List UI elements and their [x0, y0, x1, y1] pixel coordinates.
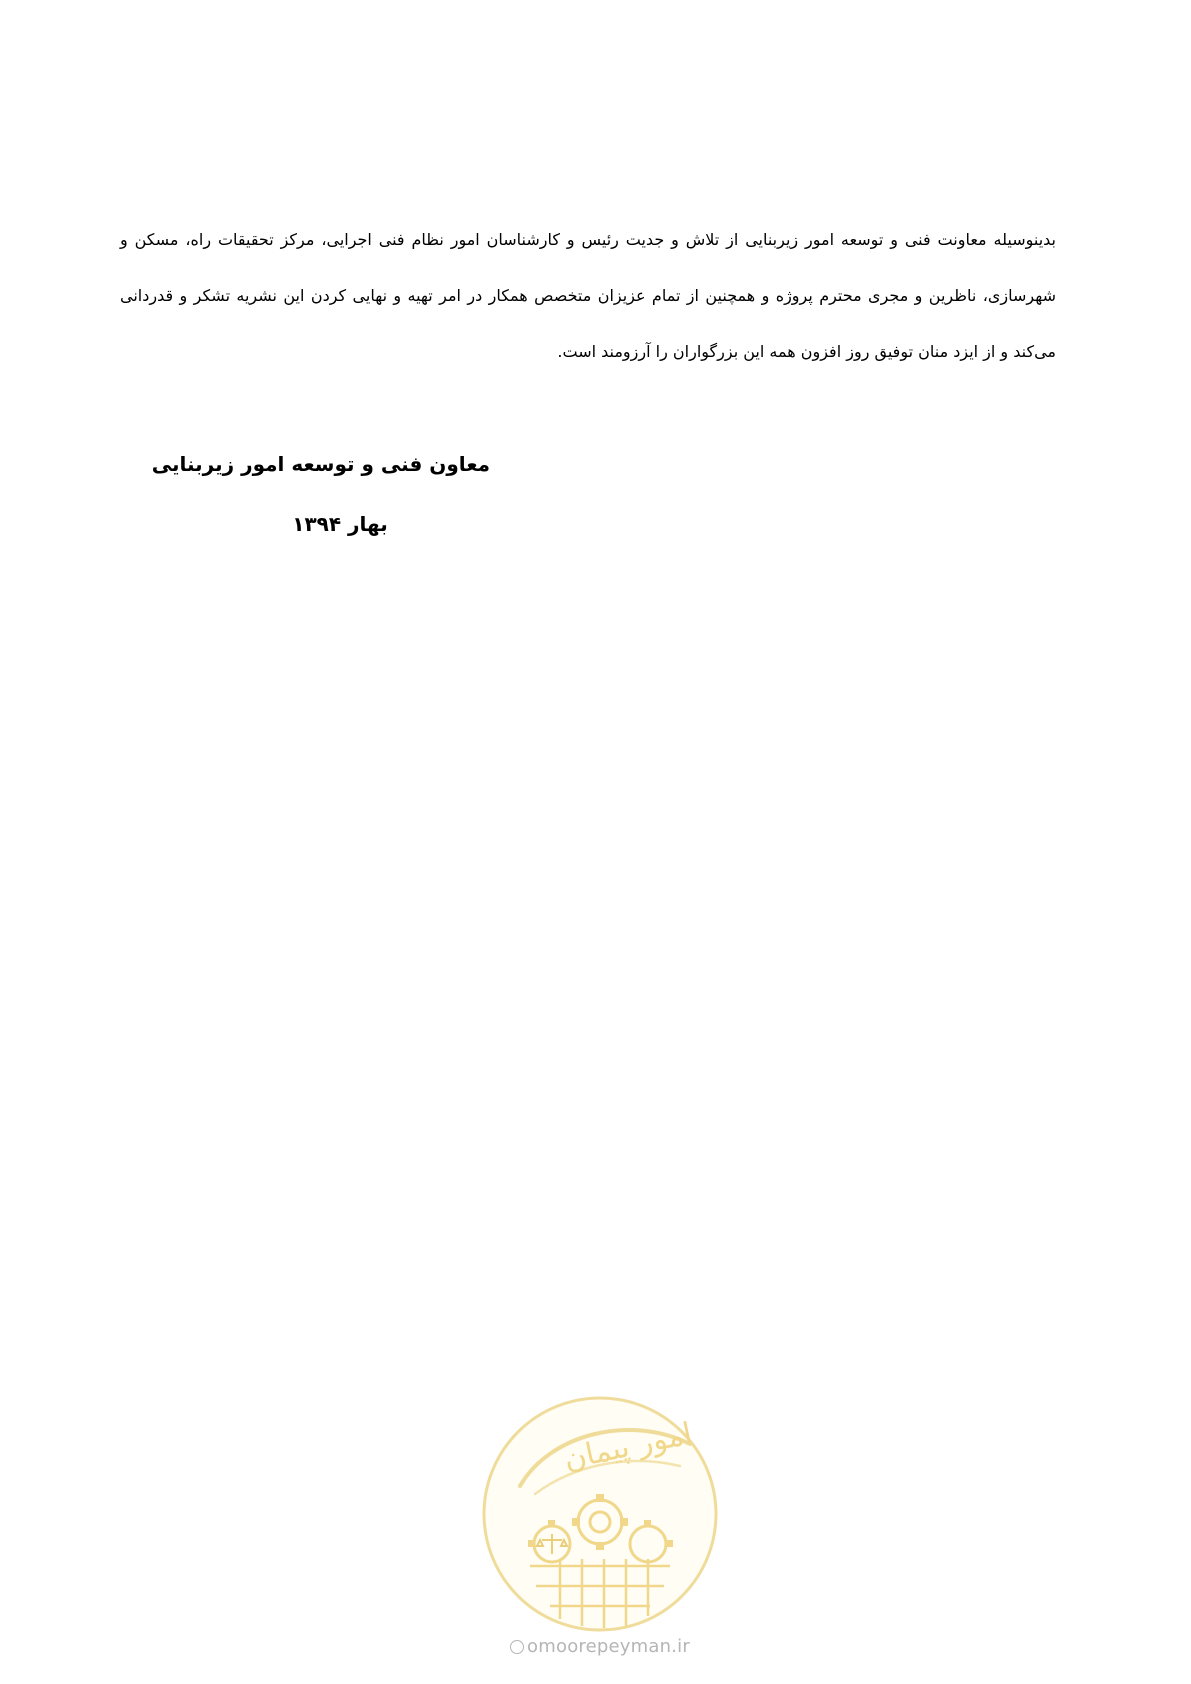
- globe-icon: [510, 1640, 524, 1654]
- watermark-url: [490, 1636, 710, 1657]
- acknowledgement-paragraph: بدینوسیله معاونت فنی و توسعه امور زیربنایی از تلاش و جدیت رئیس و کارشناسان امور نظام فنی اجرایی، مرکز تحقیقات راه، مسکن و شهرسازی، ناظرین و مجری محترم پروژه و همچنین از تمام عزیزان متخصص همکار در امر تهیه و نهایی کردن این نشریه تشکر و قدردانی می‌کند و از ایزد منان توفیق روز افزون همه این بزرگواران را آرزومند است.: [120, 230, 1056, 361]
- signature-date: بهار ۱۳۹۴: [292, 512, 388, 536]
- signature-title: معاون فنی و توسعه امور زیربنایی: [151, 452, 490, 476]
- watermark-logo: [480, 1394, 720, 1634]
- watermark-logo-text: امور پیمان: [560, 1416, 696, 1478]
- watermark-url-text: omoorepeyman.ir: [527, 1636, 690, 1657]
